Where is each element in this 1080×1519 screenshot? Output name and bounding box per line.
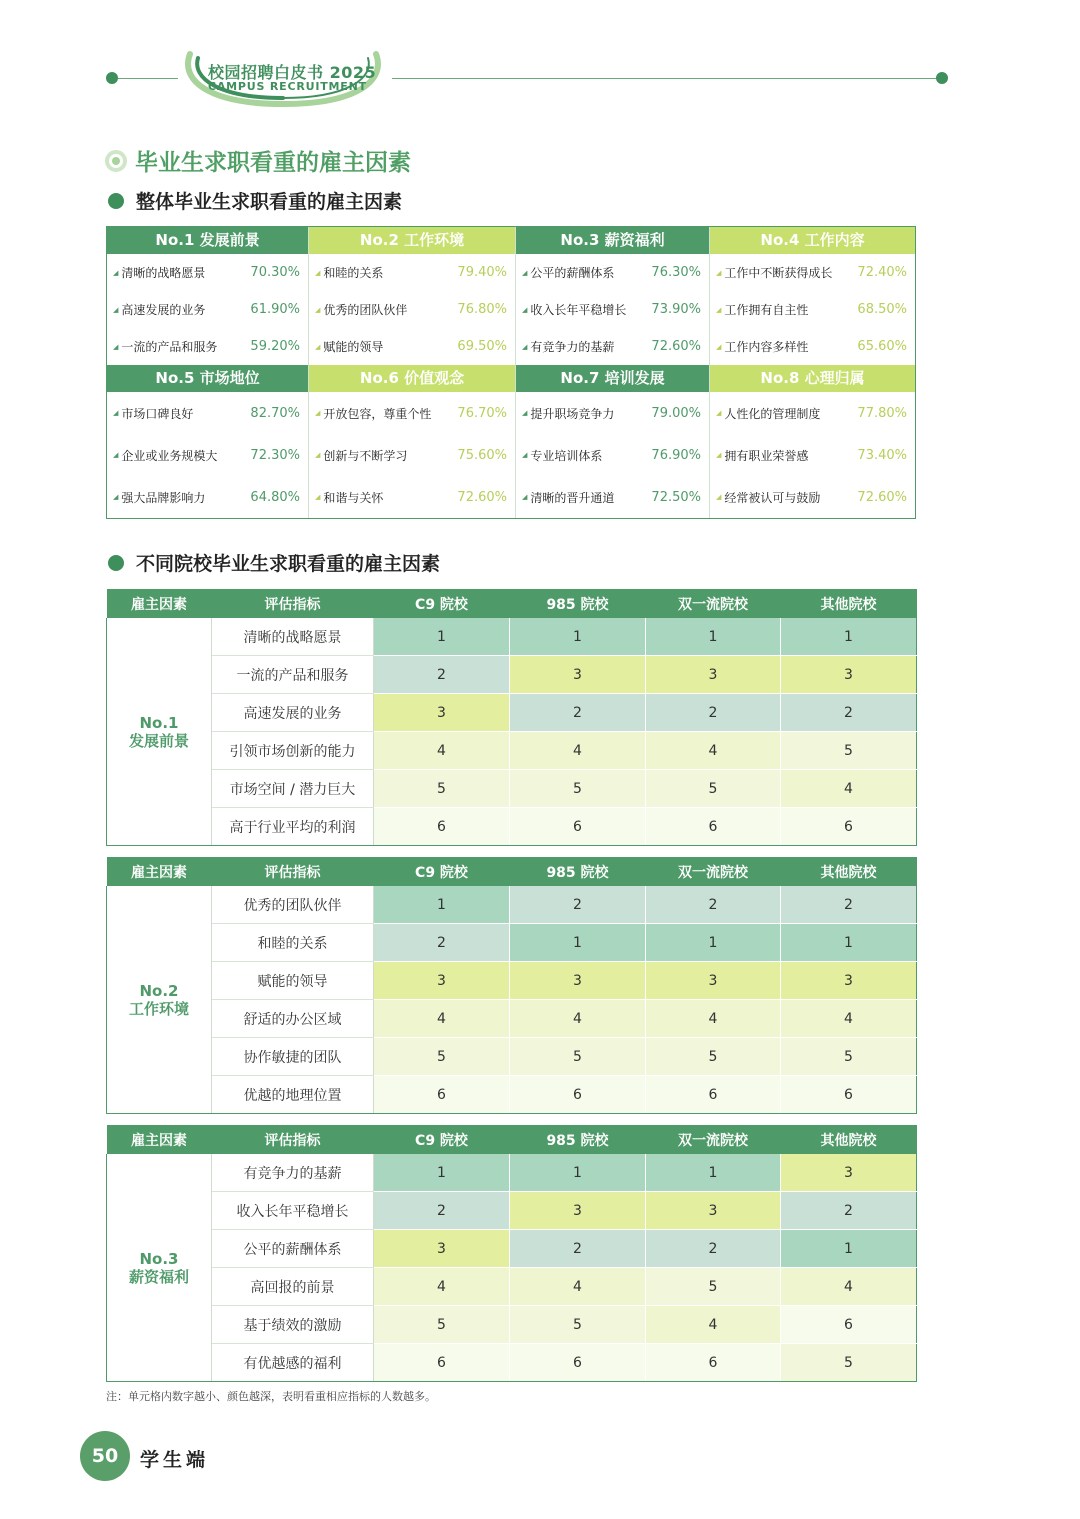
rank-cell: 1 <box>646 1154 781 1192</box>
rank-cell: 2 <box>374 656 510 694</box>
group-header: No.5 市场地位 <box>107 365 309 392</box>
triangle-marker-icon: ◢ <box>315 268 321 277</box>
factor-item-percent: 76.90% <box>651 447 701 463</box>
rank-cell: 4 <box>374 732 510 770</box>
factor-item-percent: 72.60% <box>457 489 507 505</box>
footnote: 注：单元格内数字越小、颜色越深，表明看重相应指标的人数越多。 <box>106 1390 436 1403</box>
rank-cell: 3 <box>646 656 781 694</box>
indicator-cell: 一流的产品和服务 <box>212 656 374 694</box>
column-header: 985 院校 <box>510 1125 646 1154</box>
factor-item <box>107 254 309 291</box>
factor-item-percent: 73.90% <box>651 302 701 317</box>
factor-item-label: 开放包容，尊重个性 <box>323 406 432 421</box>
table-row <box>107 1000 917 1038</box>
rank-cell: 5 <box>781 732 917 770</box>
rank-cell: 1 <box>374 886 510 924</box>
rank-cell: 3 <box>510 656 646 694</box>
by-school-title-text: 不同院校毕业生求职看重的雇主因素 <box>136 553 441 575</box>
rank-cell: 2 <box>510 886 646 924</box>
factor-item-label: 提升职场竞争力 <box>530 406 615 421</box>
rank-cell: 3 <box>781 1154 917 1192</box>
indicator-cell: 公平的薪酬体系 <box>212 1230 374 1268</box>
factor-item <box>516 291 710 328</box>
triangle-marker-icon: ◢ <box>716 268 722 277</box>
indicator-cell: 高速发展的业务 <box>212 694 374 732</box>
section-title-text: 毕业生求职看重的雇主因素 <box>135 150 411 176</box>
rank-cell: 3 <box>510 1192 646 1230</box>
column-header: 985 院校 <box>510 589 646 618</box>
group-header: No.1 发展前景 <box>107 227 309 254</box>
factor-item-percent: 76.80% <box>457 302 507 317</box>
rank-cell: 6 <box>374 1344 510 1382</box>
factor-item <box>710 291 915 328</box>
factor-item-percent: 69.50% <box>457 339 507 354</box>
rank-cell: 5 <box>781 1344 917 1382</box>
indicator-cell: 优秀的团队伙伴 <box>212 886 374 924</box>
overview-grid <box>106 226 916 519</box>
indicator-cell: 优越的地理位置 <box>212 1076 374 1114</box>
factor-item-percent: 72.60% <box>857 489 907 505</box>
triangle-marker-icon: ◢ <box>522 342 528 351</box>
rank-cell: 5 <box>646 1038 781 1076</box>
factor-item <box>710 328 915 365</box>
triangle-marker-icon: ◢ <box>522 493 528 501</box>
rank-cell: 5 <box>510 1038 646 1076</box>
triangle-marker-icon: ◢ <box>522 305 528 314</box>
group-header: No.2 工作环境 <box>309 227 516 254</box>
factor-item-label: 收入长年平稳增长 <box>530 303 627 317</box>
rank-cell: 2 <box>781 886 917 924</box>
factor-item-percent: 79.40% <box>457 265 507 280</box>
column-header: C9 院校 <box>374 1125 510 1154</box>
factor-label <box>107 1154 212 1382</box>
rank-cell: 6 <box>374 808 510 846</box>
table-row <box>107 1076 917 1114</box>
table-row <box>107 618 917 656</box>
factor-item-label: 一流的产品和服务 <box>121 340 218 354</box>
rank-cell: 3 <box>781 656 917 694</box>
indicator-cell: 高于行业平均的利润 <box>212 808 374 846</box>
triangle-marker-icon: ◢ <box>716 305 722 314</box>
rank-cell: 6 <box>646 1076 781 1114</box>
factor-item-percent: 82.70% <box>250 405 300 421</box>
rank-cell: 2 <box>374 1192 510 1230</box>
triangle-marker-icon: ◢ <box>315 451 321 459</box>
rank-cell: 3 <box>646 1192 781 1230</box>
triangle-marker-icon: ◢ <box>113 493 119 501</box>
factor-item <box>309 291 516 328</box>
factor-item <box>516 434 710 476</box>
rank-cell: 1 <box>781 1230 917 1268</box>
factor-item-label: 强大品牌影响力 <box>121 490 206 505</box>
factor-label <box>107 886 212 1114</box>
page-number: 50 <box>80 1431 130 1481</box>
factor-item-percent: 75.60% <box>457 447 507 463</box>
indicator-cell: 收入长年平稳增长 <box>212 1192 374 1230</box>
by-school-title <box>108 549 440 576</box>
factor-item <box>516 476 710 518</box>
table-row <box>107 1038 917 1076</box>
factor-item-label: 优秀的团队伙伴 <box>323 303 408 317</box>
rank-cell: 2 <box>781 1192 917 1230</box>
header-right-dot <box>936 72 948 84</box>
indicator-cell: 和睦的关系 <box>212 924 374 962</box>
factor-item-percent: 76.30% <box>651 265 701 280</box>
rank-cell: 4 <box>646 1000 781 1038</box>
column-header: 评估指标 <box>212 857 374 886</box>
factor-number: No.1 <box>139 713 179 732</box>
factor-item <box>309 392 516 434</box>
factor-item-label: 工作拥有自主性 <box>724 303 809 317</box>
indicator-cell: 清晰的战略愿景 <box>212 618 374 656</box>
factor-item-label: 清晰的晋升通道 <box>530 490 615 505</box>
factor-item-label: 专业培训体系 <box>530 448 603 463</box>
rank-cell: 6 <box>781 808 917 846</box>
column-header: 双一流院校 <box>646 1125 781 1154</box>
column-header: 评估指标 <box>212 589 374 618</box>
ring-bullet-icon <box>105 150 127 172</box>
rank-cell: 5 <box>374 770 510 808</box>
group-header: No.8 心理归属 <box>710 365 915 392</box>
rank-table-environment <box>106 857 917 1114</box>
factor-item-percent: 73.40% <box>857 447 907 463</box>
rank-cell: 2 <box>646 694 781 732</box>
rank-cell: 3 <box>374 1230 510 1268</box>
factor-number: No.3 <box>139 1249 179 1268</box>
header-left-line <box>118 78 178 79</box>
rank-cell: 1 <box>374 618 510 656</box>
header-left-dot <box>106 72 118 84</box>
rank-table-development <box>106 589 917 846</box>
factor-item <box>710 392 915 434</box>
rank-cell: 6 <box>510 1076 646 1114</box>
triangle-marker-icon: ◢ <box>716 342 722 351</box>
rank-cell: 1 <box>510 618 646 656</box>
rank-cell: 2 <box>781 694 917 732</box>
group-header: No.6 价值观念 <box>309 365 516 392</box>
factor-item-label: 工作中不断获得成长 <box>724 266 833 280</box>
table-row <box>107 886 917 924</box>
rank-cell: 1 <box>646 924 781 962</box>
triangle-marker-icon: ◢ <box>315 493 321 501</box>
rank-cell: 5 <box>781 1038 917 1076</box>
group-header: No.4 工作内容 <box>710 227 915 254</box>
rank-cell: 3 <box>646 962 781 1000</box>
factor-item-percent: 72.40% <box>857 265 907 280</box>
factor-name: 工作环境 <box>128 999 189 1018</box>
header-right-line <box>392 78 938 79</box>
indicator-cell: 有优越感的福利 <box>212 1344 374 1382</box>
rank-cell: 4 <box>781 1268 917 1306</box>
factor-item-percent: 64.80% <box>250 489 300 505</box>
factor-item-percent: 79.00% <box>651 405 701 421</box>
rank-cell: 4 <box>510 732 646 770</box>
rank-cell: 2 <box>646 1230 781 1268</box>
rank-cell: 6 <box>646 1344 781 1382</box>
overview-title <box>108 187 402 214</box>
column-header: 双一流院校 <box>646 857 781 886</box>
factor-item-label: 清晰的战略愿景 <box>121 266 206 280</box>
table-row <box>107 1154 917 1192</box>
table-row <box>107 1306 917 1344</box>
rank-cell: 4 <box>374 1268 510 1306</box>
factor-item <box>107 476 309 518</box>
circle-bullet-icon <box>108 555 124 571</box>
rank-cell: 2 <box>510 694 646 732</box>
factor-item-label: 和谐与关怀 <box>323 490 384 505</box>
rank-cell: 4 <box>374 1000 510 1038</box>
factor-item-percent: 77.80% <box>857 405 907 421</box>
factor-item <box>309 328 516 365</box>
factor-item-label: 和睦的关系 <box>323 266 384 280</box>
rank-cell: 5 <box>646 770 781 808</box>
column-header: 双一流院校 <box>646 589 781 618</box>
factor-item <box>309 476 516 518</box>
rank-table-compensation <box>106 1125 917 1382</box>
column-header: 雇主因素 <box>107 857 212 886</box>
indicator-cell: 有竞争力的基薪 <box>212 1154 374 1192</box>
triangle-marker-icon: ◢ <box>113 342 119 351</box>
factor-number: No.2 <box>139 981 179 1000</box>
factor-item <box>107 434 309 476</box>
factor-item-percent: 61.90% <box>250 302 300 317</box>
header-subtitle: CAMPUS RECRUITMENT <box>208 80 367 93</box>
triangle-marker-icon: ◢ <box>315 409 321 417</box>
indicator-cell: 舒适的办公区域 <box>212 1000 374 1038</box>
overview-title-text: 整体毕业生求职看重的雇主因素 <box>136 191 403 213</box>
factor-item-label: 企业或业务规模大 <box>121 448 218 463</box>
circle-bullet-icon <box>108 193 124 209</box>
rank-cell: 5 <box>646 1268 781 1306</box>
rank-cell: 5 <box>374 1306 510 1344</box>
rank-cell: 3 <box>510 962 646 1000</box>
factor-item-label: 高速发展的业务 <box>121 303 206 317</box>
indicator-cell: 高回报的前景 <box>212 1268 374 1306</box>
rank-cell: 5 <box>510 1306 646 1344</box>
column-header: 雇主因素 <box>107 589 212 618</box>
rank-cell: 3 <box>781 962 917 1000</box>
table-row <box>107 924 917 962</box>
table-row <box>107 770 917 808</box>
rank-cell: 1 <box>510 1154 646 1192</box>
rank-cell: 5 <box>374 1038 510 1076</box>
rank-cell: 4 <box>646 1306 781 1344</box>
rank-cell: 6 <box>646 808 781 846</box>
rank-cell: 6 <box>510 808 646 846</box>
triangle-marker-icon: ◢ <box>716 451 722 459</box>
table-row <box>107 962 917 1000</box>
triangle-marker-icon: ◢ <box>113 305 119 314</box>
column-header: C9 院校 <box>374 857 510 886</box>
rank-cell: 6 <box>510 1344 646 1382</box>
triangle-marker-icon: ◢ <box>315 305 321 314</box>
factor-item-label: 创新与不断学习 <box>323 448 408 463</box>
table-row <box>107 656 917 694</box>
header-title: 校园招聘白皮书 2025 <box>208 63 377 82</box>
factor-name: 薪资福利 <box>128 1267 189 1286</box>
triangle-marker-icon: ◢ <box>716 409 722 417</box>
rank-cell: 3 <box>374 694 510 732</box>
factor-item-percent: 72.30% <box>250 447 300 463</box>
indicator-cell: 协作敏捷的团队 <box>212 1038 374 1076</box>
column-header: C9 院校 <box>374 589 510 618</box>
rank-cell: 5 <box>510 770 646 808</box>
section-title <box>105 144 411 177</box>
rank-cell: 4 <box>646 732 781 770</box>
factor-item <box>516 392 710 434</box>
triangle-marker-icon: ◢ <box>522 268 528 277</box>
factor-item <box>710 434 915 476</box>
factor-item-label: 赋能的领导 <box>323 340 384 354</box>
triangle-marker-icon: ◢ <box>113 409 119 417</box>
table-row <box>107 732 917 770</box>
column-header: 其他院校 <box>781 589 917 618</box>
factor-item-label: 有竞争力的基薪 <box>530 340 615 354</box>
column-header: 985 院校 <box>510 857 646 886</box>
column-header: 雇主因素 <box>107 1125 212 1154</box>
column-header: 其他院校 <box>781 1125 917 1154</box>
indicator-cell: 基于绩效的激励 <box>212 1306 374 1344</box>
footer-section: 学生端 <box>140 1449 210 1471</box>
factor-item-label: 工作内容多样性 <box>724 340 809 354</box>
factor-item-label: 人性化的管理制度 <box>724 406 821 421</box>
indicator-cell: 市场空间 / 潜力巨大 <box>212 770 374 808</box>
group-header: No.3 薪资福利 <box>516 227 710 254</box>
rank-cell: 2 <box>510 1230 646 1268</box>
factor-item-label: 公平的薪酬体系 <box>530 266 615 280</box>
factor-item-percent: 70.30% <box>250 265 300 280</box>
factor-item-percent: 76.70% <box>457 405 507 421</box>
indicator-cell: 引领市场创新的能力 <box>212 732 374 770</box>
triangle-marker-icon: ◢ <box>315 342 321 351</box>
factor-item <box>710 254 915 291</box>
triangle-marker-icon: ◢ <box>113 268 119 277</box>
rank-cell: 1 <box>510 924 646 962</box>
factor-item-label: 经常被认可与鼓励 <box>724 490 821 505</box>
triangle-marker-icon: ◢ <box>522 451 528 459</box>
rank-cell: 4 <box>510 1268 646 1306</box>
rank-cell: 1 <box>781 924 917 962</box>
rank-cell: 1 <box>781 618 917 656</box>
factor-label <box>107 618 212 846</box>
factor-item-percent: 72.60% <box>651 339 701 354</box>
column-header: 评估指标 <box>212 1125 374 1154</box>
factor-item-label: 市场口碑良好 <box>121 406 194 421</box>
rank-cell: 2 <box>374 924 510 962</box>
table-row <box>107 1230 917 1268</box>
factor-item <box>710 476 915 518</box>
factor-item-label: 拥有职业荣誉感 <box>724 448 809 463</box>
table-row <box>107 694 917 732</box>
triangle-marker-icon: ◢ <box>113 451 119 459</box>
factor-item-percent: 65.60% <box>857 339 907 354</box>
table-row <box>107 1268 917 1306</box>
rank-cell: 6 <box>781 1306 917 1344</box>
factor-item <box>107 328 309 365</box>
table-row <box>107 1192 917 1230</box>
rank-cell: 2 <box>646 886 781 924</box>
triangle-marker-icon: ◢ <box>716 493 722 501</box>
rank-cell: 3 <box>374 962 510 1000</box>
rank-cell: 1 <box>646 618 781 656</box>
factor-item <box>107 392 309 434</box>
triangle-marker-icon: ◢ <box>522 409 528 417</box>
rank-cell: 4 <box>510 1000 646 1038</box>
rank-cell: 4 <box>781 1000 917 1038</box>
table-row <box>107 808 917 846</box>
factor-item <box>309 434 516 476</box>
factor-item <box>516 254 710 291</box>
factor-item-percent: 59.20% <box>250 339 300 354</box>
factor-name: 发展前景 <box>128 731 189 750</box>
factor-item <box>107 291 309 328</box>
factor-item <box>309 254 516 291</box>
rank-cell: 6 <box>781 1076 917 1114</box>
factor-item-percent: 68.50% <box>857 302 907 317</box>
factor-item-percent: 72.50% <box>651 489 701 505</box>
factor-item <box>516 328 710 365</box>
rank-cell: 4 <box>781 770 917 808</box>
indicator-cell: 赋能的领导 <box>212 962 374 1000</box>
rank-cell: 1 <box>374 1154 510 1192</box>
column-header: 其他院校 <box>781 857 917 886</box>
group-header: No.7 培训发展 <box>516 365 710 392</box>
rank-cell: 6 <box>374 1076 510 1114</box>
table-row <box>107 1344 917 1382</box>
